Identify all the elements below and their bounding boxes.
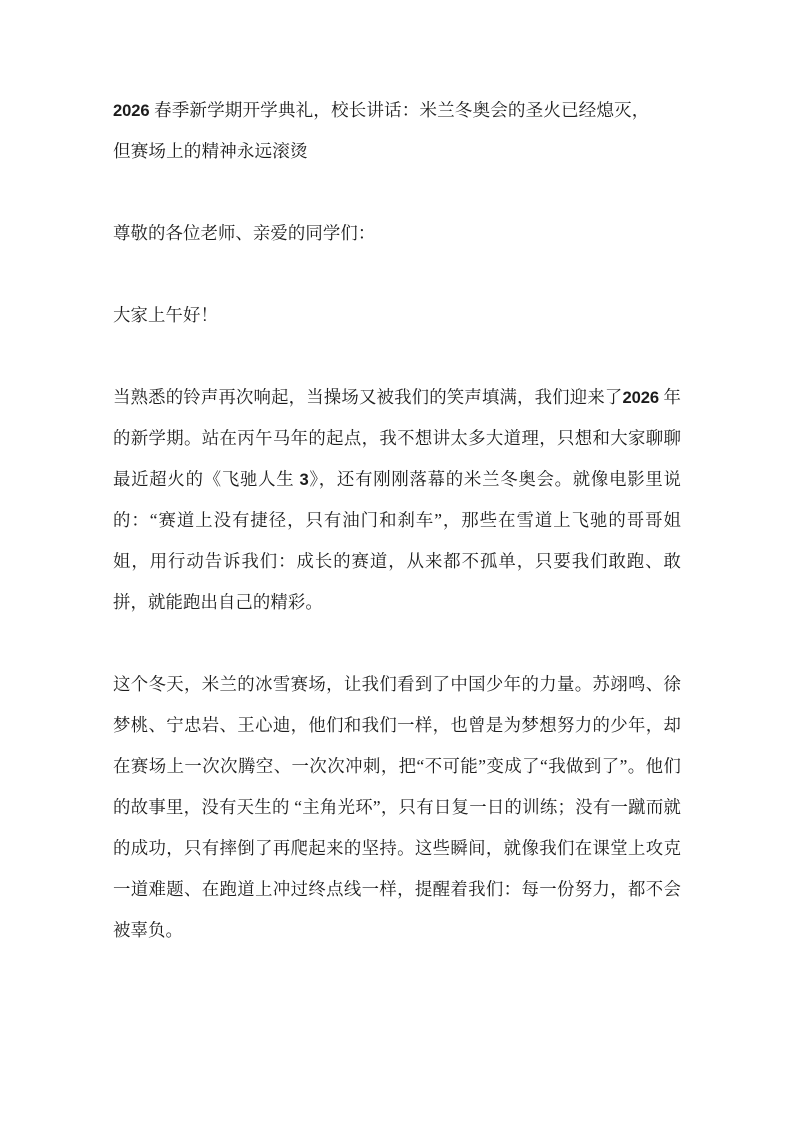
para-2-text-run-0: 这个冬天，米兰的冰雪赛场，让我们看到了中国少年的力量。苏翊鸣、徐梦桃、宁忠岩、王心迪，他们和我们一样，也曾是为梦想努力的少年，却在赛场上一次次腾空、一次次冲刺，把“不可能”变成了“我做到了”。他们的故事里，没有天生的 “主角光环”，只有日复一日的训练；没有一蹴而就的成功，只有摔倒了再爬起来的坚持。这些瞬间，就像我们在课堂上攻克一道难题、在跑道上冲过终点线一样，提醒着我们：每一份努力，都不会被辜负。 [113,674,681,940]
para-1-text-run-4: 》，还有刚刚落幕的米兰冬奥会。就像电影里说的：“赛道上没有捷径，只有油门和刹车”，那些在雪道上飞驰的哥哥姐姐，用行动告诉我们：成长的赛道，从来都不孤单，只要我们敢跑、敢拼，就能跑出自己的精彩。 [113,469,682,612]
body-paragraph-1 [113,377,681,623]
salutation-gap [113,336,681,377]
greeting-line: 尊敬的各位老师、亲爱的同学们： [113,223,376,243]
body-paragraph-2 [113,664,681,951]
title-line-1-text: 春季新学期开学典礼，校长讲话：米兰冬奥会的圣火已经熄灭， [149,100,650,120]
para-1-text-run-2: 年的新学期。站在丙午马年的起点，我不想讲太多大道理，只想和大家聊聊最近超火的《飞驰人生 [113,387,681,489]
page-blank-area [0,980,793,1122]
paragraph-gap-1 [113,623,681,664]
title-line-1 [113,90,681,131]
salutation-line: 大家上午好！ [113,305,218,325]
greeting-gap [113,254,681,295]
para-1-latin-run-1: 2026 [622,388,659,407]
title-line-2: 但赛场上的精神永远滚烫 [113,141,308,161]
document-title [113,90,681,172]
para-1-latin-run-3: 3 [299,470,309,489]
title-gap [113,172,681,213]
title-year: 2026 [113,101,150,120]
document-body [113,90,681,951]
para-1-text-run-0: 当熟悉的铃声再次响起，当操场又被我们的笑声填满，我们迎来了 [113,387,623,407]
